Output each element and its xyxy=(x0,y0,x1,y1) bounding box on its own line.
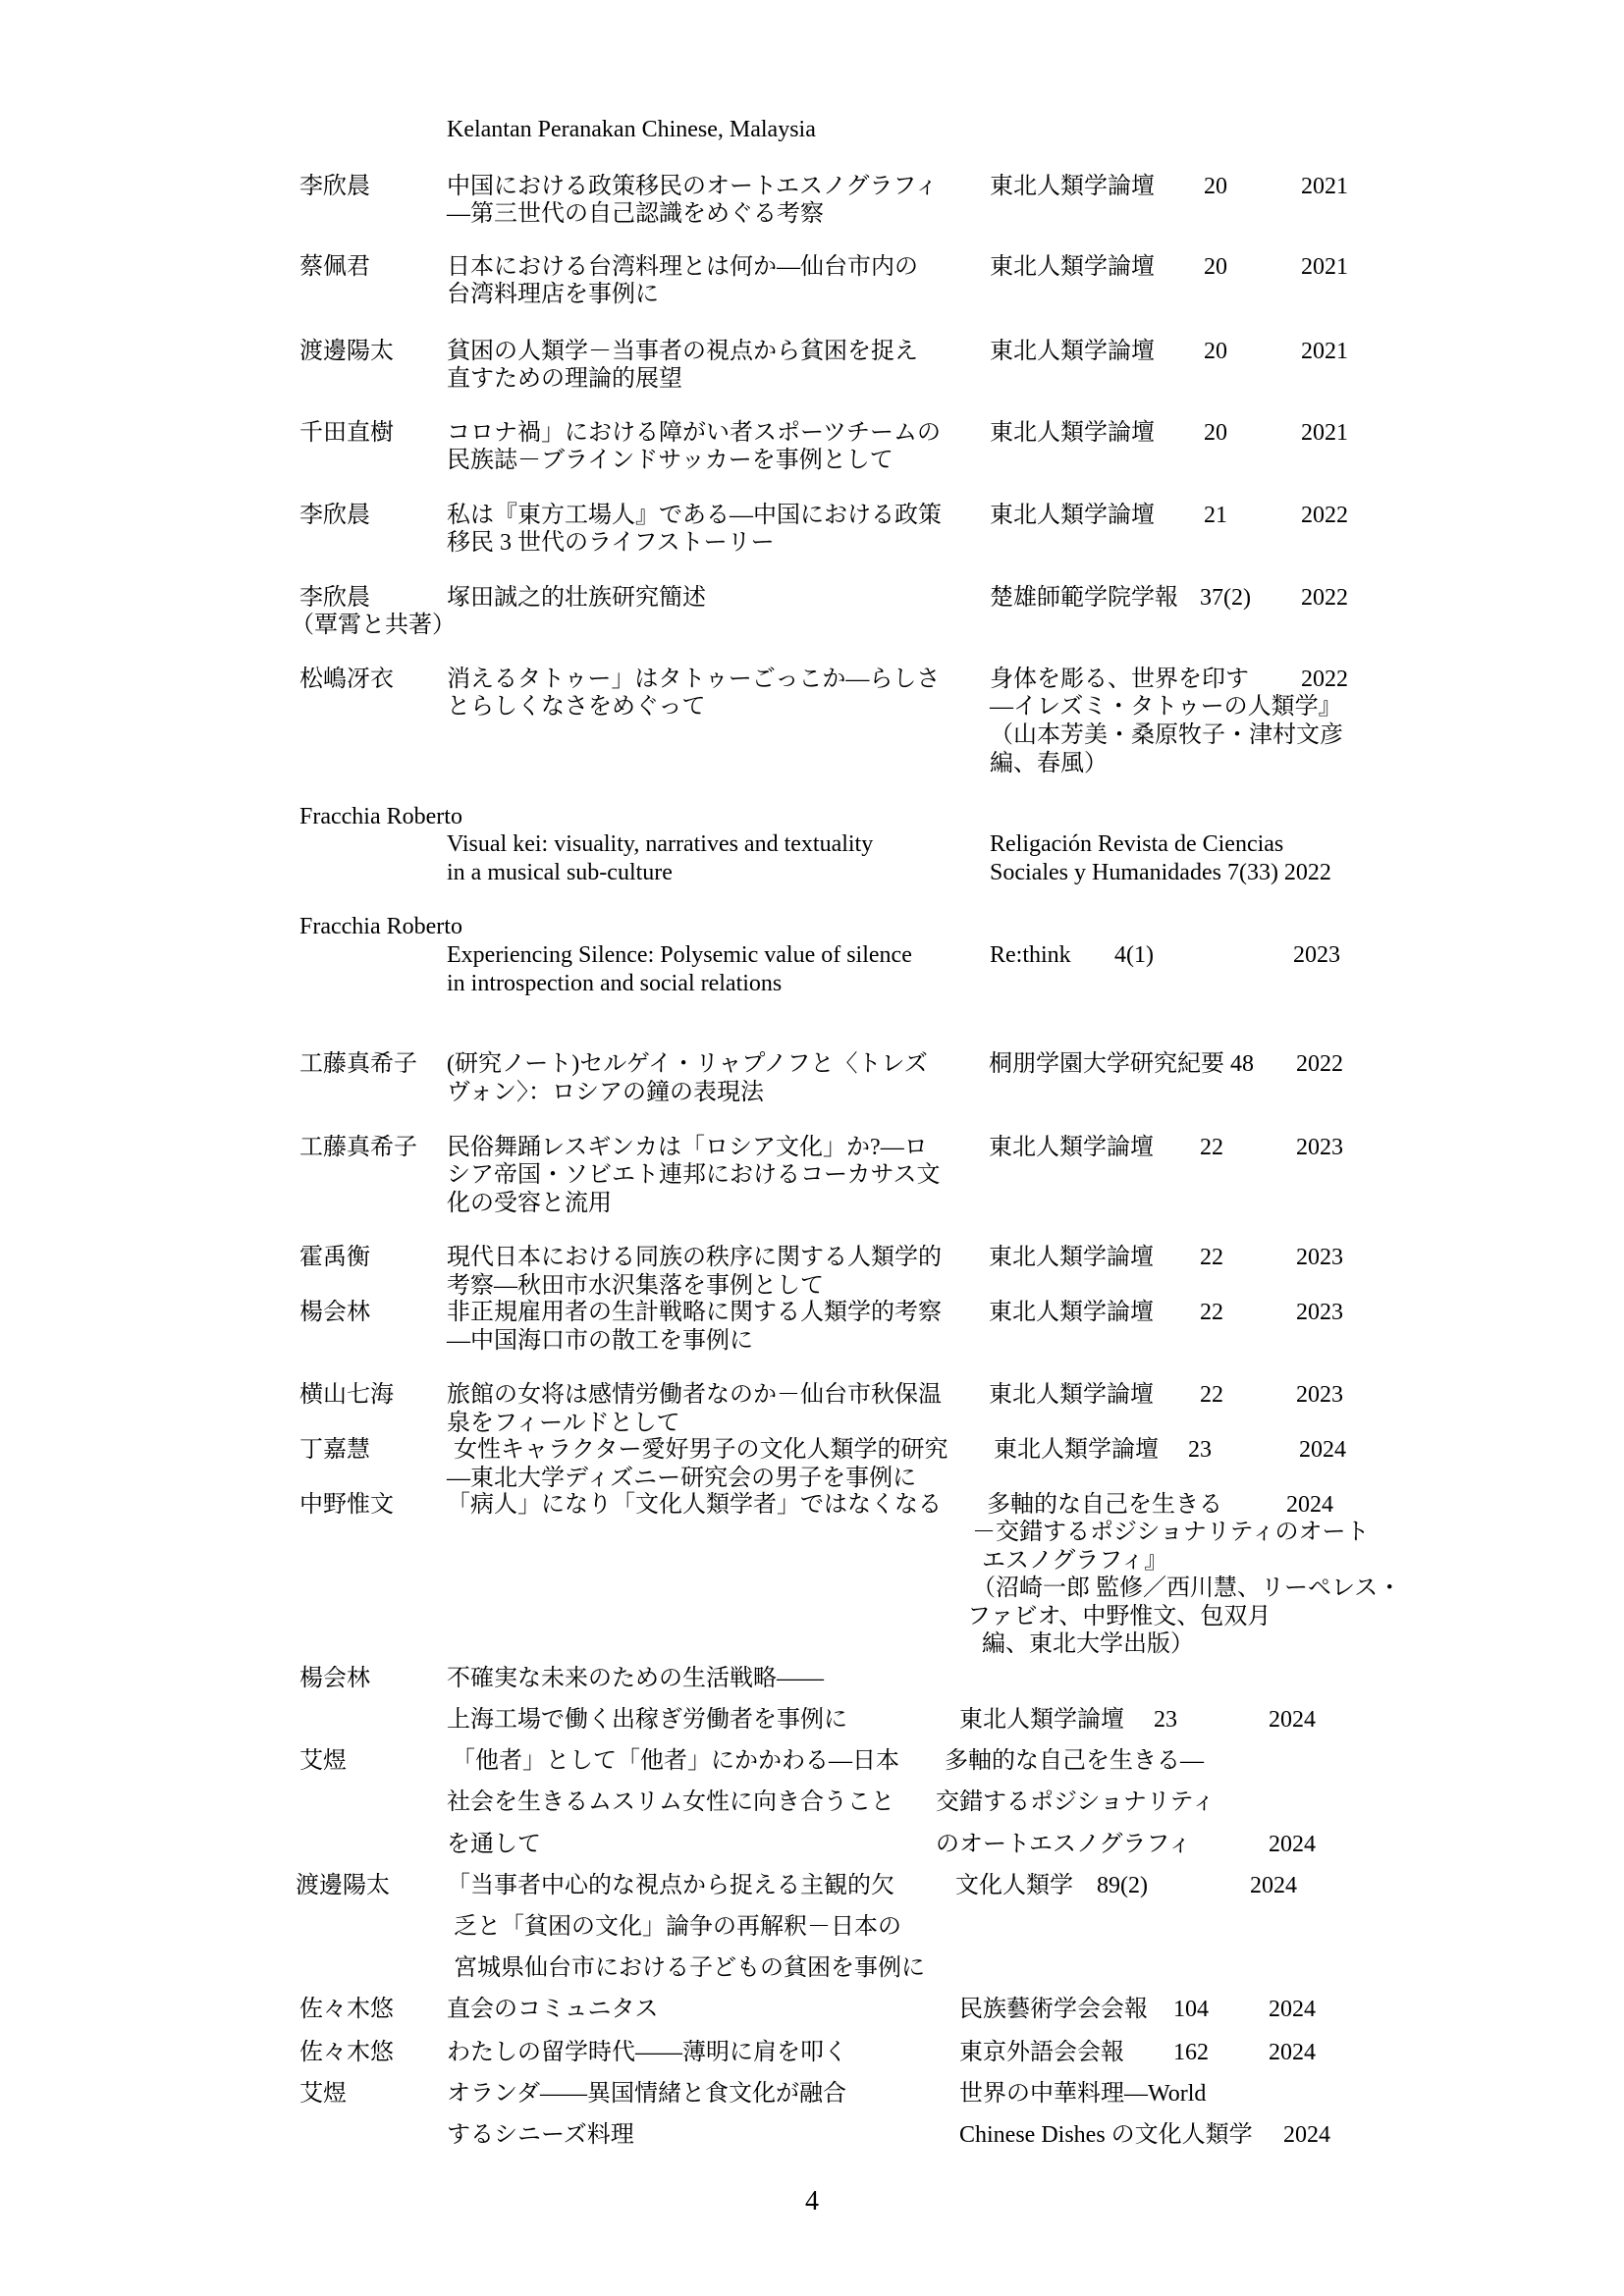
author: 千田直樹 xyxy=(299,420,394,446)
title-line: 乏と「貧困の文化」論争の再解釈－日本の xyxy=(454,1914,901,1940)
author: 楊会林 xyxy=(299,1666,370,1691)
volume: 37(2) xyxy=(1200,585,1251,611)
title-line: 「当事者中心的な視点から捉える主観的欠 xyxy=(447,1873,894,1898)
title-line: 旅館の女将は感情労働者なのか－仙台市秋保温 xyxy=(447,1382,942,1408)
title-line: 宮城県仙台市における子どもの貧困を事例に xyxy=(454,1955,925,1981)
title-line: 台湾料理店を事例に xyxy=(447,282,659,307)
journal: Re:think xyxy=(990,942,1071,968)
journal: 民族藝術学会会報 xyxy=(959,1997,1148,2022)
journal: 桐朋学園大学研究紀要 48 xyxy=(989,1051,1254,1077)
journal: 東北人類学論壇 xyxy=(990,339,1155,364)
journal: 東北人類学論壇 xyxy=(989,1382,1154,1408)
year: 2021 xyxy=(1301,174,1348,199)
volume: 22 xyxy=(1200,1300,1223,1325)
volume: 22 xyxy=(1200,1245,1223,1270)
title-line: Kelantan Peranakan Chinese, Malaysia xyxy=(447,117,816,142)
author: 艾煜 xyxy=(299,2081,347,2107)
journal: Chinese Dishes の文化人類学 xyxy=(959,2122,1253,2148)
journal: （山本芳美・桑原牧子・津村文彦 xyxy=(990,722,1343,748)
journal: ファビオ、中野惟文、包双月 xyxy=(967,1604,1272,1629)
year: 2022 xyxy=(1301,585,1348,611)
journal: 多軸的な自己を生きる xyxy=(987,1492,1222,1518)
title-line: in a musical sub-culture xyxy=(447,860,673,885)
journal: 東北人類学論壇 xyxy=(990,503,1155,528)
year: 2024 xyxy=(1299,1437,1346,1463)
author: 佐々木悠 xyxy=(299,2040,394,2065)
journal: のオートエスノグラフィ xyxy=(936,1832,1192,1857)
title-line: —中国海口市の散工を事例に xyxy=(447,1328,753,1354)
year: 2021 xyxy=(1301,420,1348,446)
author: Fracchia Roberto xyxy=(299,914,462,939)
journal: 世界の中華料理—World xyxy=(959,2081,1207,2107)
author: 横山七海 xyxy=(299,1382,394,1408)
year: 2021 xyxy=(1301,339,1348,364)
journal: －交錯するポジショナリティのオート xyxy=(972,1520,1370,1545)
journal: 東北人類学論壇 xyxy=(989,1300,1154,1325)
title-line: 消えるタトゥー」はタトゥーごっこか—らしさ xyxy=(447,667,941,692)
page-number: 4 xyxy=(805,2186,819,2216)
journal: 交錯するポジショナリティ xyxy=(936,1789,1216,1815)
title-line: Experiencing Silence: Polysemic value of silence xyxy=(447,942,912,968)
title-line: 貧困の人類学－当事者の視点から貧困を捉え xyxy=(447,339,918,364)
journal: Sociales y Humanidades 7(33) 2022 xyxy=(990,860,1331,885)
year: 2024 xyxy=(1269,2040,1316,2065)
journal: 東北人類学論壇 xyxy=(989,1135,1154,1160)
title-line: 塚田誠之的壮族研究簡述 xyxy=(447,585,706,611)
title-line: とらしくなさをめぐって xyxy=(447,694,706,720)
year: 2023 xyxy=(1293,942,1340,968)
volume: 104 xyxy=(1173,1997,1209,2022)
journal: 身体を彫る、世界を印す xyxy=(990,667,1249,692)
title-line: 女性キャラクター愛好男子の文化人類学的研究 xyxy=(454,1437,948,1463)
year: 2024 xyxy=(1283,2122,1330,2148)
title-line: —第三世代の自己認識をめぐる考察 xyxy=(447,201,824,227)
year: 2023 xyxy=(1296,1382,1343,1408)
journal: —イレズミ・タトゥーの人類学』 xyxy=(990,694,1342,720)
author: 松嶋冴衣 xyxy=(299,667,394,692)
title-line: コロナ禍」における障がい者スポーツチームの xyxy=(447,420,942,446)
title-line: シア帝国・ソビエト連邦におけるコーカサス文 xyxy=(447,1162,941,1188)
title-line: 民族誌－ブラインドサッカーを事例として xyxy=(447,448,893,473)
title-line: を通して xyxy=(447,1832,541,1857)
year: 2024 xyxy=(1250,1873,1297,1898)
author: 李欣晨 xyxy=(299,174,370,199)
year: 2022 xyxy=(1296,1051,1343,1077)
journal: 編、春風） xyxy=(990,751,1108,776)
title-line: 移民 3 世代のライフストーリー xyxy=(447,530,775,556)
volume: 22 xyxy=(1200,1382,1223,1408)
year: 2024 xyxy=(1269,1997,1316,2022)
title-line: ヴォン〉：ロシアの鐘の表現法 xyxy=(447,1080,765,1105)
title-line: 不確実な未来のための生活戦略—— xyxy=(447,1666,824,1691)
title-line: 非正規雇用者の生計戦略に関する人類学的考察 xyxy=(447,1300,942,1325)
year: 2023 xyxy=(1296,1245,1343,1270)
title-line: 考察—秋田市水沢集落を事例として xyxy=(447,1273,824,1299)
title-line: 私は『東方工場人』である—中国における政策 xyxy=(447,503,942,528)
title-line: 中国における政策移民のオートエスノグラフィ xyxy=(447,174,939,199)
year: 2022 xyxy=(1301,667,1348,692)
journal: 楚雄師範学院学報 xyxy=(990,585,1178,611)
title-line: 直すための理論的展望 xyxy=(447,366,682,392)
title-line: 現代日本における同族の秩序に関する人類学的 xyxy=(447,1245,942,1270)
year: 2024 xyxy=(1269,1707,1316,1733)
title-line: —東北大学ディズニー研究会の男子を事例に xyxy=(447,1466,917,1491)
author: 李欣晨 xyxy=(299,585,370,611)
author: 佐々木悠 xyxy=(299,1997,394,2022)
title-line: (研究ノート)セルゲイ・リャプノフと〈トレズ xyxy=(447,1051,928,1077)
journal: 東北人類学論壇 xyxy=(989,1245,1154,1270)
volume: 20 xyxy=(1204,420,1227,446)
volume: 22 xyxy=(1200,1135,1223,1160)
author: 工藤真希子 xyxy=(299,1135,417,1160)
title-line: 上海工場で働く出稼ぎ労働者を事例に xyxy=(447,1707,847,1733)
author-note: （覃霄と共著） xyxy=(291,613,456,638)
volume: 162 xyxy=(1173,2040,1209,2065)
year: 2024 xyxy=(1286,1492,1333,1518)
volume: 4(1) xyxy=(1114,942,1154,968)
journal: 東北人類学論壇 xyxy=(990,420,1155,446)
title-line: 泉をフィールドとして xyxy=(447,1411,680,1436)
year: 2023 xyxy=(1296,1300,1343,1325)
title-line: 直会のコミュニタス xyxy=(447,1997,659,2022)
volume: 20 xyxy=(1204,174,1227,199)
year: 2021 xyxy=(1301,254,1348,280)
volume: 20 xyxy=(1204,339,1227,364)
journal: 東北人類学論壇 xyxy=(959,1707,1124,1733)
volume: 20 xyxy=(1204,254,1227,280)
author: 工藤真希子 xyxy=(299,1051,417,1077)
author: 渡邊陽太 xyxy=(296,1873,390,1898)
author: 中野惟文 xyxy=(299,1492,394,1518)
journal: 東京外語会会報 xyxy=(959,2040,1124,2065)
journal: 文化人類学 xyxy=(955,1873,1073,1898)
journal: （沼崎一郎 監修／西川慧、リーペレス・ xyxy=(972,1575,1402,1601)
volume: 23 xyxy=(1154,1707,1177,1733)
author: 艾煜 xyxy=(299,1748,347,1774)
journal: 多軸的な自己を生きる— xyxy=(945,1748,1204,1774)
title-line: 日本における台湾料理とは何か—仙台市内の xyxy=(447,254,918,280)
volume: 23 xyxy=(1188,1437,1212,1463)
journal: 東北人類学論壇 xyxy=(990,174,1155,199)
title-line: 化の受容と流用 xyxy=(447,1191,612,1216)
author: 霍禹衡 xyxy=(299,1245,370,1270)
volume: 89(2) xyxy=(1097,1873,1148,1898)
author: 楊会林 xyxy=(299,1300,370,1325)
journal: 編、東北大学出版） xyxy=(982,1631,1194,1657)
title-line: するシニーズ料理 xyxy=(447,2122,634,2148)
journal: エスノグラフィ』 xyxy=(982,1548,1168,1574)
year: 2023 xyxy=(1296,1135,1343,1160)
title-line: 「病人」になり「文化人類学者」ではなくなる xyxy=(447,1492,942,1518)
title-line: わたしの留学時代——薄明に肩を叩く xyxy=(447,2040,847,2065)
title-line: オランダ——異国情緒と食文化が融合 xyxy=(447,2081,847,2107)
volume: 21 xyxy=(1204,503,1227,528)
journal: Religación Revista de Ciencias xyxy=(990,831,1284,857)
author: Fracchia Roberto xyxy=(299,804,462,829)
title-line: 社会を生きるムスリム女性に向き合うこと xyxy=(447,1789,894,1815)
journal: 東北人類学論壇 xyxy=(990,254,1155,280)
author: 李欣晨 xyxy=(299,503,370,528)
year: 2022 xyxy=(1301,503,1348,528)
year: 2024 xyxy=(1269,1832,1316,1857)
title-line: Visual kei: visuality, narratives and textuality xyxy=(447,831,874,857)
journal: 東北人類学論壇 xyxy=(994,1437,1159,1463)
author: 蔡佩君 xyxy=(299,254,370,280)
title-line: 民俗舞踊レスギンカは「ロシア文化」か?—ロ xyxy=(447,1135,928,1160)
title-line: 「他者」として「他者」にかかわる—日本 xyxy=(452,1748,899,1774)
author: 渡邊陽太 xyxy=(299,339,394,364)
title-line: in introspection and social relations xyxy=(447,971,783,996)
author: 丁嘉慧 xyxy=(299,1437,370,1463)
